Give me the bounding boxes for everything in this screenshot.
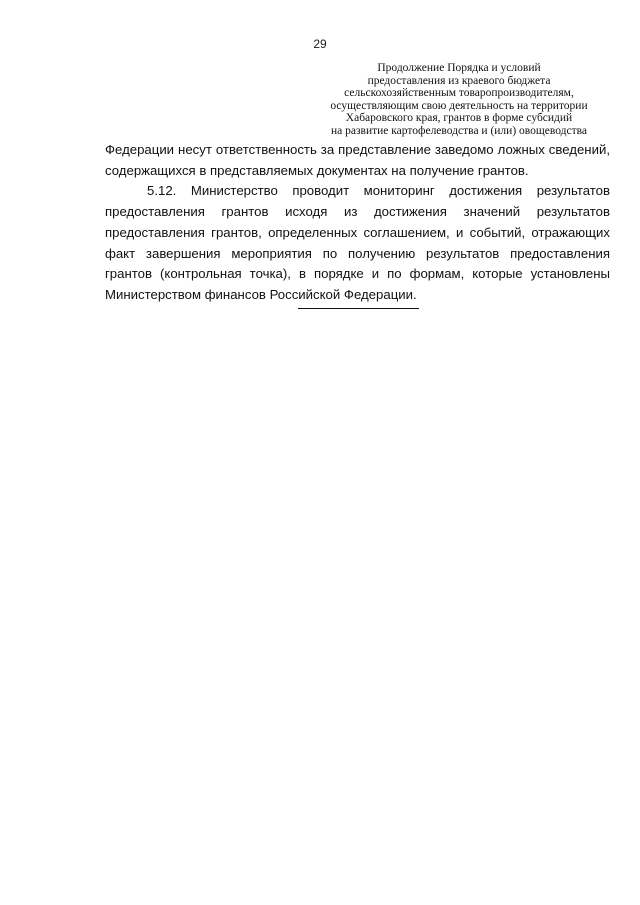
header-line: Хабаровского края, грантов в форме субсидий xyxy=(345,112,573,125)
header-line: Продолжение Порядка и условий xyxy=(377,62,541,74)
paragraph-continuation: Федерации несут ответственность за представление заведомо ложных сведений, содержащихся в представляемых документах на получение грантов. xyxy=(105,142,610,178)
document-body xyxy=(105,140,610,306)
paragraph-5-12: 5.12. Министерство проводит мониторинг достижения результатов предоставления грантов исходя из достижения значений результатов предоставления грантов, определенных соглашением, и событий, отражающих факт завершения мероприятия по получению результатов предоставления грантов (контрольная точка), в порядке и по формам, которые установлены Министерством финансов Российской Федерации. xyxy=(105,183,610,302)
document-header-note xyxy=(300,62,618,138)
header-line: на развитие картофелеводства и (или) овощеводства xyxy=(331,124,587,137)
end-of-document-rule xyxy=(298,308,419,309)
header-line: предоставления из краевого бюджета xyxy=(367,74,551,87)
header-line: сельскохозяйственным товаропроизводителям, xyxy=(344,87,574,100)
page-number: 29 xyxy=(313,37,327,51)
header-line: осуществляющим свою деятельность на территории xyxy=(330,99,588,112)
